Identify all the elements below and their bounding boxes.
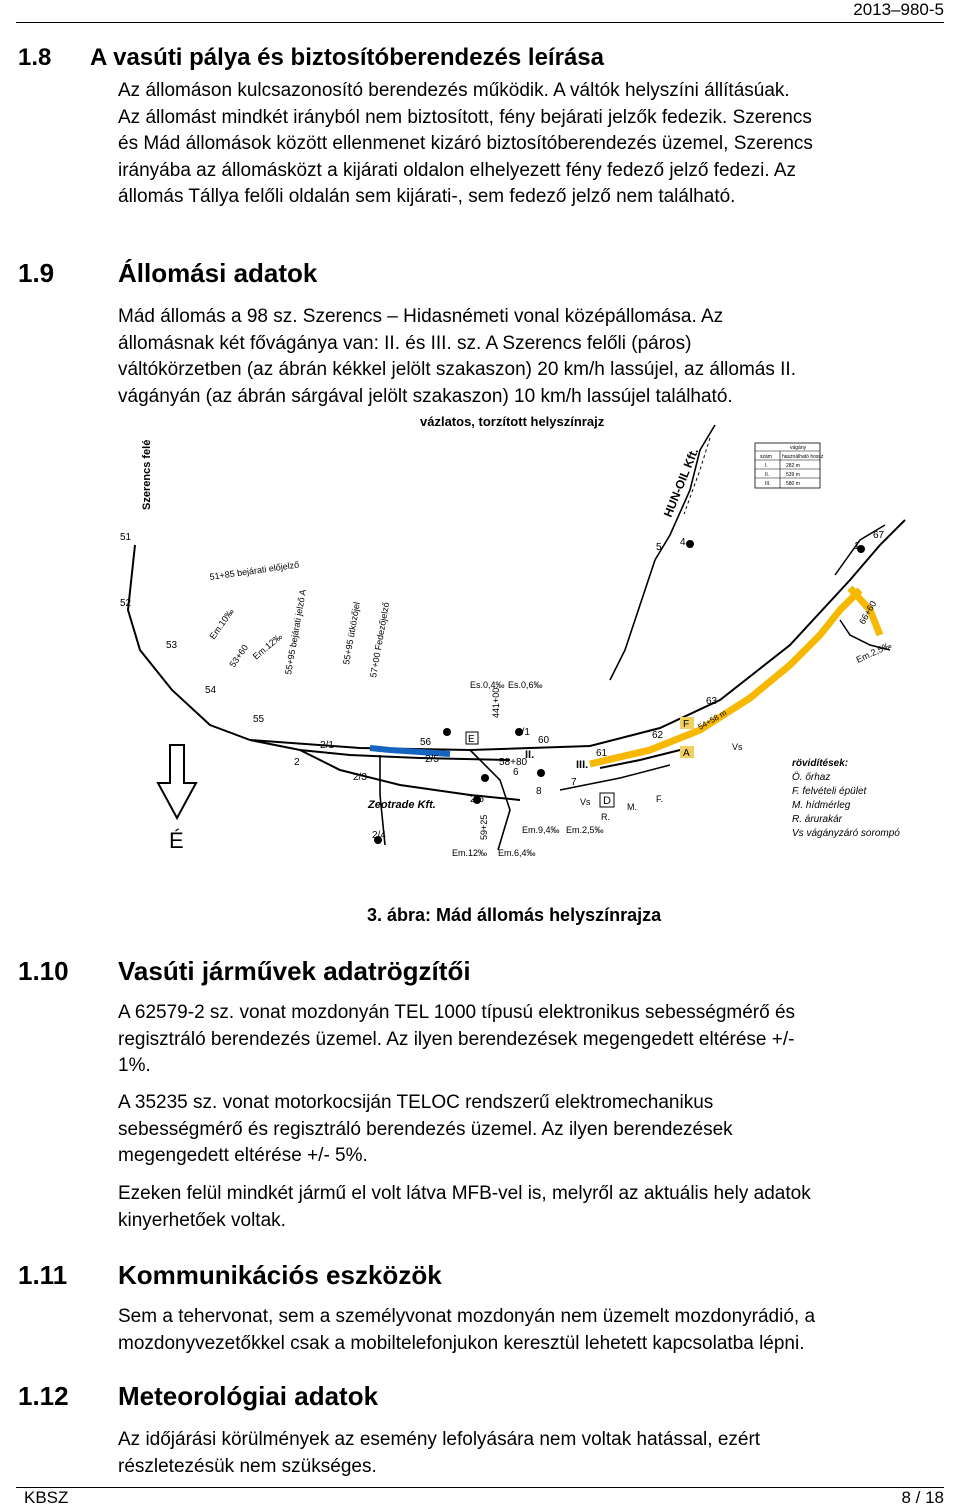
plan-label: 54+58 m — [696, 708, 729, 732]
plan-label: 57+00 Fedezőjelző — [368, 601, 392, 679]
footer-rule — [16, 1487, 944, 1488]
plan-label: 55 — [253, 714, 265, 725]
plan-shape — [443, 728, 451, 736]
text-line: részletezésük nem szükséges. — [118, 1455, 377, 1477]
heading-number: 1.10 — [18, 956, 69, 986]
plan-label: Vs vágányzáró sorompó — [792, 828, 900, 839]
heading-1-12 — [18, 1381, 379, 1412]
plan-label: 61 — [596, 748, 608, 759]
page-number: 8 / 18 — [901, 1488, 944, 1507]
text-line: sebességmérő és regisztráló berendezés üzemel. Az ilyen berendezések — [118, 1118, 733, 1140]
plan-label: 2/3 — [353, 772, 367, 783]
plan-label: 441+00 — [491, 687, 501, 718]
plan-label: 59+25 — [479, 814, 489, 840]
paragraph-1-9 — [118, 304, 954, 410]
footer-org: KBSZ — [24, 1488, 69, 1507]
plan-label: Em.12‰ — [452, 848, 488, 858]
document-id: 2013–980-5 — [853, 0, 944, 19]
plan-shape — [686, 540, 694, 548]
plan-label: 282 m — [786, 463, 800, 469]
text-line: Ezeken felül mindkét jármű el volt látva MFB-vel is, melyről az aktuális hely adatok — [118, 1183, 811, 1204]
text-line: váltókörzetben (az ábrán kékkel jelölt szakaszon) 20 km/h lassújel, az állomás II. — [118, 359, 796, 380]
track-length-table — [755, 443, 824, 488]
plan-label: Em.6,4‰ — [498, 848, 536, 858]
north-label: É — [169, 828, 184, 853]
plan-label: 51 — [120, 532, 132, 543]
text-line: Mád állomás a 98 sz. Szerencs – Hidasnémeti vonal középállomása. Az — [118, 306, 724, 327]
plan-label: M. — [627, 802, 637, 812]
heading-number: 1.9 — [18, 258, 55, 288]
plan-label: Es.0,6‰ — [508, 680, 543, 690]
zeotrade-label: Zeotrade Kft. — [368, 799, 436, 811]
text-line: mozdonyvezetőkkel csak a mobiltelefonjukon keresztül lehetett kapcsolatba lépni. — [118, 1332, 805, 1354]
plan-label: III. — [765, 481, 771, 487]
plan-title: vázlatos, torzított helyszínrajz — [420, 414, 605, 429]
plan-label: 2 — [294, 757, 300, 768]
plan-label: használható hossz — [782, 454, 824, 460]
plan-label: Vs — [580, 797, 591, 807]
paragraph-1-10-a — [118, 1000, 954, 1080]
paragraph-1-10-b — [118, 1090, 954, 1170]
heading-title: Állomási adatok — [118, 258, 318, 288]
building-e-label: E — [468, 734, 475, 745]
station-site-plan — [0, 410, 960, 900]
plan-label: 4 — [680, 537, 686, 548]
plan-shape — [481, 774, 489, 782]
plan-label: 62 — [652, 730, 664, 741]
heading-1-9 — [18, 258, 318, 289]
text-line: kinyerhetőek voltak. — [118, 1209, 286, 1231]
plan-label: F. — [656, 794, 664, 804]
plan-label: 2/4 — [372, 830, 386, 841]
heading-1-11 — [18, 1260, 442, 1291]
plan-label: M. hídmérleg — [792, 800, 851, 811]
text-line: Az állomást mindkét irányból nem biztosított, fény bejárati jelzők fedezik. Szerencs — [118, 106, 812, 128]
text-line: A 35235 sz. vonat motorkocsiján TELOC rendszerű elektromechanikus — [118, 1092, 714, 1113]
plan-label: 5 — [656, 542, 662, 553]
plan-label: 63 — [706, 696, 718, 707]
plan-label: F. felvételi épület — [792, 786, 867, 797]
paragraph-1-11 — [118, 1304, 954, 1357]
plan-label: 55+95 ütközőjel — [341, 601, 362, 666]
heading-1-8 — [18, 44, 604, 72]
heading-number: 1.11 — [18, 1260, 68, 1290]
text-line: Az időjárási körülmények az esemény lefolyására nem voltak hatással, ezért — [118, 1429, 761, 1450]
plan-label: 6 — [513, 767, 519, 778]
plan-label: II. — [525, 749, 535, 761]
plan-label: Em.10‰ — [207, 606, 236, 642]
text-line: állomás Tállya felőli oldalán sem kijárati-, sem fedező jelző nem található. — [118, 186, 736, 207]
heading-1-10 — [18, 956, 471, 987]
plan-label: 52 — [120, 598, 132, 609]
paragraph-1-8 — [118, 78, 954, 211]
plan-label: 2/6 — [470, 794, 484, 805]
plan-label: szám — [760, 454, 772, 460]
text-line: 1%. — [118, 1055, 151, 1076]
plan-label: 53+60 — [227, 642, 251, 670]
plan-label: Em.9,4‰ — [522, 825, 560, 835]
plan-label: 55+95 bejárati jelző A — [283, 588, 308, 676]
text-line: irányába az állomásközt a kijárati oldalon elhelyezett fény fedező jelző fedezi. Az — [118, 159, 797, 181]
paragraph-1-10-c — [118, 1181, 954, 1234]
plan-label: 67 — [873, 530, 885, 541]
text-line: Az állomáson kulcsazonosító berendezés működik. A váltók helyszíni állításúak. — [118, 80, 790, 101]
heading-number: 1.12 — [18, 1381, 69, 1411]
plan-label: II. — [765, 472, 770, 478]
plan-label: Em.12‰ — [250, 631, 285, 662]
heading-number: 1.8 — [18, 44, 52, 71]
sign-a-label: A — [683, 748, 690, 759]
sign-f-label: F — [683, 719, 690, 730]
header-rule — [16, 22, 944, 23]
text-line: regisztráló berendezés üzemel. Az ilyen berendezések megengedett eltérése +/- — [118, 1028, 795, 1050]
text-line: A 62579-2 sz. vonat mozdonyán TEL 1000 típusú elektronikus sebességmérő és — [118, 1002, 796, 1023]
plan-label: 58+80 — [499, 757, 528, 768]
plan-label: 56 — [420, 737, 432, 748]
plan-label: 53 — [166, 640, 178, 651]
szerencs-direction: Szerencs felé — [141, 439, 153, 510]
paragraph-1-12 — [118, 1427, 954, 1480]
plan-label: Vs — [732, 742, 743, 752]
plan-label: rövidítések: — [792, 758, 849, 769]
plan-label: vágány — [790, 445, 807, 451]
hun-oil-label: HUN-OIL Kft. — [660, 446, 702, 520]
abbreviation-legend — [792, 758, 900, 839]
plan-label: Em.2,5‰ — [566, 825, 604, 835]
heading-title: Vasúti járművek adatrögzítői — [118, 956, 471, 986]
plan-label: Ö. őrhaz — [792, 772, 831, 783]
plan-label: 580 m — [786, 481, 800, 487]
plan-label: R. — [601, 812, 610, 822]
text-line: vágányán (az ábrán sárgával jelölt szakaszon) 10 km/h lassújel található. — [118, 385, 733, 407]
plan-shape — [537, 769, 545, 777]
heading-title: A vasúti pálya és biztosítóberendezés leírása — [90, 44, 604, 71]
plan-label: 51+85 bejárati előjelző — [208, 559, 300, 582]
plan-label: 2/1 — [320, 740, 334, 751]
text-line: állomásnak két fővágánya van: II. és III. sz. A Szerencs felőli (páros) — [118, 332, 692, 354]
plan-label: I. — [765, 463, 768, 469]
heading-title: Meteorológiai adatok — [118, 1381, 379, 1411]
plan-label: 8 — [536, 786, 542, 797]
figure-caption: 3. ábra: Mád állomás helyszínrajza — [367, 905, 662, 925]
north-arrow — [158, 745, 196, 853]
plan-label: 7 — [571, 777, 577, 788]
text-line: megengedett eltérése +/- 5%. — [118, 1145, 368, 1166]
text-line: Sem a tehervonat, sem a személyvonat mozdonyán nem üzemelt mozdonyrádió, a — [118, 1306, 816, 1327]
track-line — [610, 425, 715, 680]
plan-label: 66+60 — [857, 599, 879, 626]
heading-title: Kommunikációs eszközök — [118, 1260, 442, 1290]
plan-label: 60 — [538, 735, 550, 746]
signal-markers — [374, 540, 865, 844]
plan-label: III. — [576, 759, 589, 771]
plan-label: R. árurakár — [792, 814, 843, 825]
yellow-slow-section — [590, 590, 860, 764]
plan-label: 4/1 — [516, 727, 530, 738]
building-d-label: D — [603, 795, 611, 807]
plan-label: 1 — [854, 541, 860, 552]
plan-label: 2/5 — [425, 754, 439, 765]
plan-label: Es.0,4‰ — [470, 680, 505, 690]
plan-label: 54 — [205, 685, 217, 696]
plan-label: 539 m — [786, 472, 800, 478]
plan-label: Em.2,5‰ — [854, 639, 893, 665]
text-line: és Mád állomások között ellenmenet kizáró biztosítóberendezés üzemel, Szerencs — [118, 133, 813, 154]
